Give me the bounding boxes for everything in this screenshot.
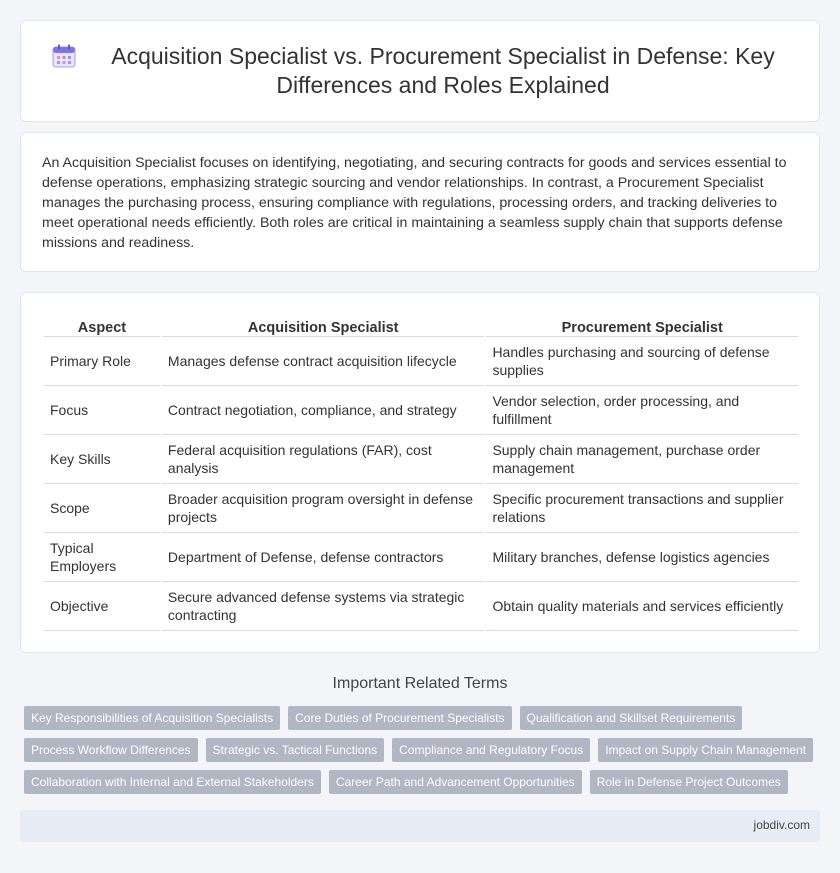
cell-aspect: Focus <box>44 386 160 435</box>
page-title: Acquisition Specialist vs. Procurement Specialist in Defense: Key Differences and Roles Explained <box>111 43 775 98</box>
footer-site-link[interactable]: jobdiv.com <box>753 818 810 832</box>
cell-aspect: Primary Role <box>44 337 160 386</box>
related-term-tag[interactable]: Key Responsibilities of Acquisition Specialists <box>24 706 280 730</box>
related-term-tag[interactable]: Career Path and Advancement Opportunities <box>329 770 582 794</box>
cell-procurement: Vendor selection, order processing, and fulfillment <box>486 386 798 435</box>
comparison-table <box>42 315 800 631</box>
calendar-icon <box>51 43 77 69</box>
cell-procurement: Specific procurement transactions and supplier relations <box>486 484 798 533</box>
cell-procurement: Military branches, defense logistics agencies <box>486 533 798 582</box>
related-term-tag[interactable]: Qualification and Skillset Requirements <box>520 706 743 730</box>
cell-acquisition: Federal acquisition regulations (FAR), cost analysis <box>162 435 485 484</box>
table-row <box>44 337 798 386</box>
header-aspect: Aspect <box>44 315 160 337</box>
cell-aspect: Typical Employers <box>44 533 160 582</box>
comparison-card <box>20 292 820 653</box>
cell-procurement: Obtain quality materials and services efficiently <box>486 582 798 631</box>
table-row <box>44 484 798 533</box>
table-row <box>44 386 798 435</box>
intro-paragraph: An Acquisition Specialist focuses on identifying, negotiating, and securing contracts for goods and services essential to defense operations, emphasizing strategic sourcing and vendor relationships. In contrast, a Procurement Specialist manages the purchasing process, ensuring compliance with regulations, processing orders, and tracking deliveries to meet operational needs efficiently. Both roles are critical in maintaining a seamless supply chain that supports defense missions and readiness. <box>42 155 787 251</box>
related-term-tag[interactable]: Core Duties of Procurement Specialists <box>288 706 511 730</box>
footer-bar <box>20 810 820 842</box>
table-row <box>44 533 798 582</box>
cell-acquisition: Contract negotiation, compliance, and strategy <box>162 386 485 435</box>
cell-procurement: Supply chain management, purchase order management <box>486 435 798 484</box>
header-card <box>20 20 820 122</box>
cell-procurement: Handles purchasing and sourcing of defense supplies <box>486 337 798 386</box>
cell-acquisition: Secure advanced defense systems via strategic contracting <box>162 582 485 631</box>
cell-acquisition: Manages defense contract acquisition lifecycle <box>162 337 485 386</box>
related-terms-heading: Important Related Terms <box>332 675 508 692</box>
table-row <box>44 582 798 631</box>
related-term-tag[interactable]: Strategic vs. Tactical Functions <box>206 738 385 762</box>
related-term-tag[interactable]: Role in Defense Project Outcomes <box>590 770 788 794</box>
related-terms-list <box>24 706 820 794</box>
related-term-tag[interactable]: Impact on Supply Chain Management <box>598 738 813 762</box>
intro-card <box>20 132 820 272</box>
cell-aspect: Scope <box>44 484 160 533</box>
cell-acquisition: Department of Defense, defense contractors <box>162 533 485 582</box>
table-row <box>44 435 798 484</box>
related-term-tag[interactable]: Process Workflow Differences <box>24 738 198 762</box>
related-term-tag[interactable]: Collaboration with Internal and External Stakeholders <box>24 770 321 794</box>
header-procurement-specialist: Procurement Specialist <box>486 315 798 337</box>
cell-acquisition: Broader acquisition program oversight in defense projects <box>162 484 485 533</box>
header-acquisition-specialist: Acquisition Specialist <box>162 315 485 337</box>
related-term-tag[interactable]: Compliance and Regulatory Focus <box>392 738 590 762</box>
table-header-row <box>44 315 798 337</box>
cell-aspect: Key Skills <box>44 435 160 484</box>
cell-aspect: Objective <box>44 582 160 631</box>
